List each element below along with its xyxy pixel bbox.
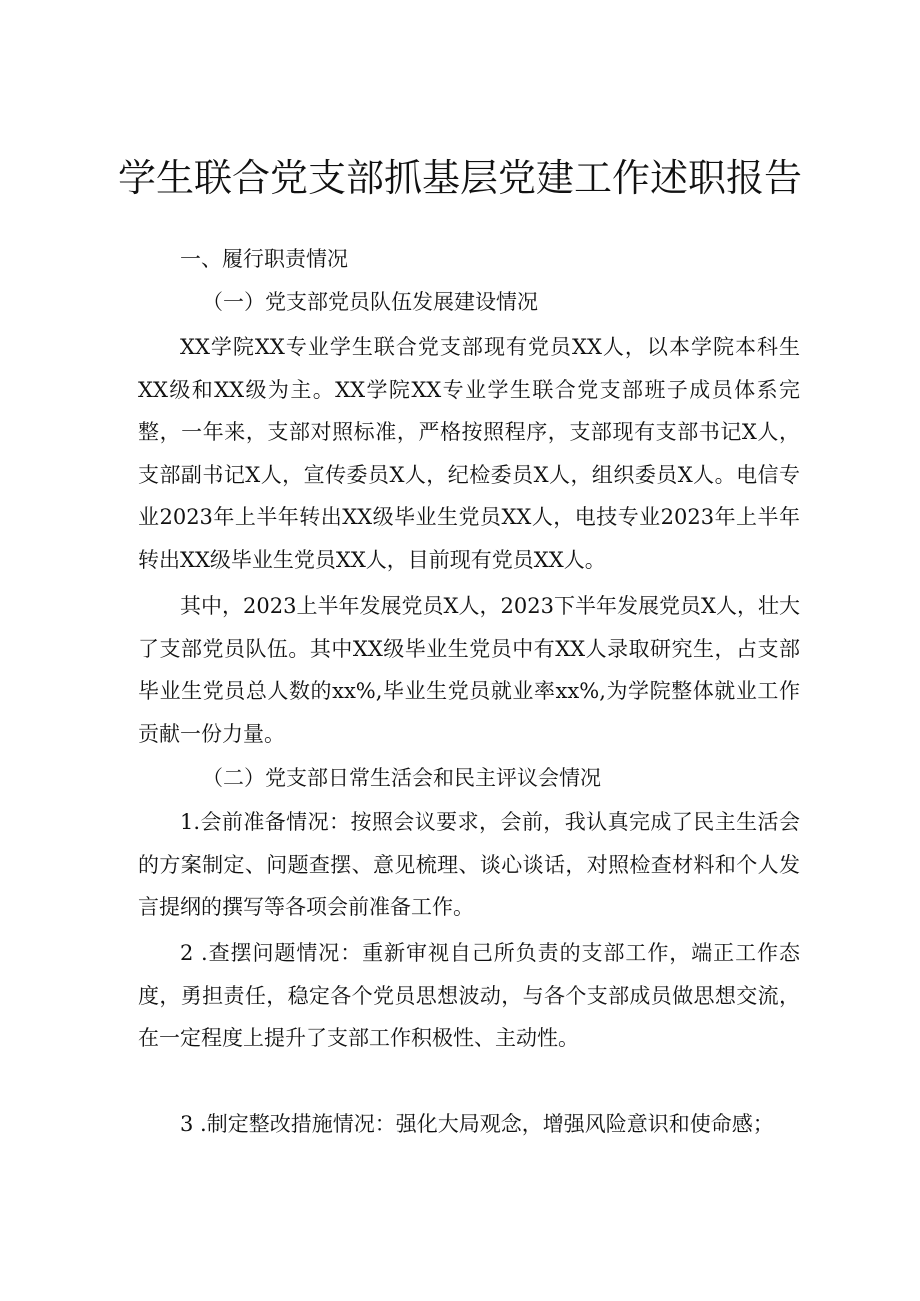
subsection-heading-2: （二）党支部日常生活会和民主评议会情况	[202, 766, 601, 790]
paragraph-development: 其中，2023上半年发展党员X人，2023下半年发展党员X人，壮大了支部党员队伍。其中XX级毕业生党员中有XX人录取研究生，占支部毕业生党员总人数的xx%,毕业生党员就业率xx%,为学院整体就业工作贡献一份力量。	[138, 594, 800, 746]
paragraph-measures: 3 .制定整改措施情况：强化大局观念，增强风险意识和使命感；	[180, 1112, 774, 1136]
section-heading-1: 一、履行职责情况	[180, 247, 348, 271]
document-title: 学生联合党支部抓基层党建工作述职报告	[117, 156, 802, 201]
subsection-heading-1: （一）党支部党员队伍发展建设情况	[202, 290, 538, 314]
paragraph-preparation: 1.会前准备情况：按照会议要求，会前，我认真完成了民主生活会的方案制定、问题查摆、意见梳理、谈心谈话，对照检查材料和个人发言提纲的撰写等各项会前准备工作。	[138, 810, 800, 919]
paragraph-problems: 2 .查摆问题情况：重新审视自己所负责的支部工作，端正工作态度，勇担责任，稳定各个党员思想波动，与各个支部成员做思想交流，在一定程度上提升了支部工作积极性、主动性。	[138, 941, 800, 1050]
paragraph-party-members: XX学院XX专业学生联合党支部现有党员XX人，以本学院本科生XX级和XX级为主。XX学院XX专业学生联合党支部班子成员体系完整，一年来，支部对照标准，严格按照程序，支部现有支部书记X人，支部副书记X人，宣传委员X人，纪检委员X人，组织委员X人。电信专业2023年上半年转出XX级毕业生党员XX人，电技专业2023年上半年转出XX级毕业生党员XX人，目前现有党员XX人。	[138, 335, 800, 572]
